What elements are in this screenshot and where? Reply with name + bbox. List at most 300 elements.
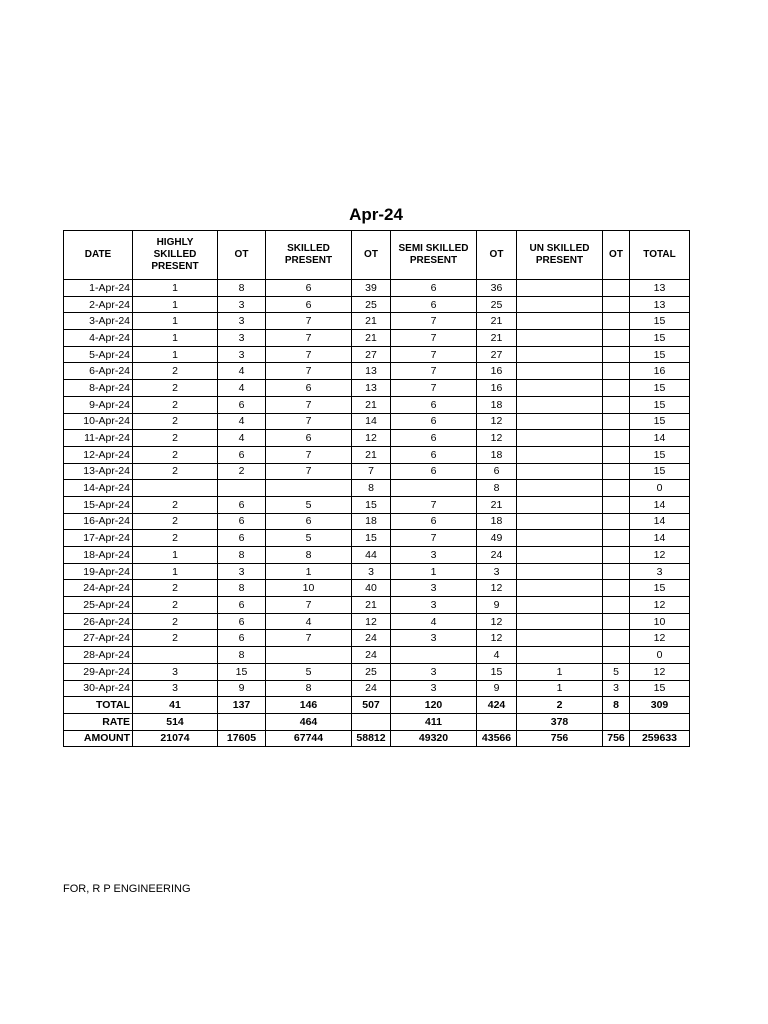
table-cell: 6	[218, 613, 266, 630]
table-row	[64, 513, 690, 530]
table-row	[64, 430, 690, 447]
table-cell	[517, 330, 603, 347]
table-cell: 3	[391, 580, 477, 597]
table-cell: 3	[218, 330, 266, 347]
table-cell: 67744	[266, 730, 352, 747]
row-label-cell: 16-Apr-24	[64, 513, 133, 530]
table-cell: 6	[218, 496, 266, 513]
table-cell: 137	[218, 697, 266, 714]
table-cell: 15	[630, 680, 690, 697]
table-cell	[603, 346, 630, 363]
row-label-cell: 3-Apr-24	[64, 313, 133, 330]
table-cell: 43566	[477, 730, 517, 747]
table-cell: 13	[352, 363, 391, 380]
table-cell: 7	[391, 346, 477, 363]
table-cell	[603, 463, 630, 480]
table-cell	[603, 630, 630, 647]
table-cell: 15	[630, 446, 690, 463]
table-row	[64, 547, 690, 564]
table-cell: 6	[391, 296, 477, 313]
table-cell: 1	[133, 330, 218, 347]
table-cell	[517, 396, 603, 413]
table-cell: 24	[352, 630, 391, 647]
table-cell: 7	[266, 597, 352, 614]
table-cell	[517, 597, 603, 614]
table-cell: 2	[133, 430, 218, 447]
table-row	[64, 630, 690, 647]
table-cell	[517, 480, 603, 497]
table-cell: 5	[266, 496, 352, 513]
table-cell	[603, 547, 630, 564]
table-cell: 7	[266, 630, 352, 647]
table-cell: 1	[133, 563, 218, 580]
table-cell: 2	[133, 513, 218, 530]
table-cell: 21	[352, 597, 391, 614]
table-cell	[517, 563, 603, 580]
table-cell: 3	[218, 313, 266, 330]
table-cell: 24	[352, 647, 391, 664]
table-cell: 9	[477, 597, 517, 614]
table-cell: 25	[477, 296, 517, 313]
table-cell: 17605	[218, 730, 266, 747]
table-cell: 39	[352, 280, 391, 297]
table-cell: 15	[352, 496, 391, 513]
table-row	[64, 597, 690, 614]
table-cell: 3	[603, 680, 630, 697]
table-cell: 14	[352, 413, 391, 430]
table-cell	[352, 713, 391, 730]
table-cell: 3	[391, 597, 477, 614]
table-cell: 6	[218, 530, 266, 547]
table-cell: 16	[477, 380, 517, 397]
table-cell	[603, 496, 630, 513]
header-un-skilled: UN SKILLED PRESENT	[517, 231, 603, 280]
table-cell	[603, 563, 630, 580]
table-row	[64, 580, 690, 597]
table-cell: 1	[133, 280, 218, 297]
table-cell	[603, 580, 630, 597]
table-cell: 2	[133, 496, 218, 513]
table-cell	[603, 647, 630, 664]
row-label-cell: 24-Apr-24	[64, 580, 133, 597]
table-cell: 514	[133, 713, 218, 730]
table-cell: 3	[391, 630, 477, 647]
table-cell	[391, 480, 477, 497]
table-cell: 24	[352, 680, 391, 697]
sheet-title: Apr-24	[349, 205, 403, 224]
table-cell: 8	[266, 680, 352, 697]
table-cell	[517, 313, 603, 330]
table-cell: 1	[517, 663, 603, 680]
header-total: TOTAL	[630, 231, 690, 280]
table-cell: 0	[630, 647, 690, 664]
table-cell: 6	[218, 396, 266, 413]
table-cell: 5	[266, 530, 352, 547]
table-cell: 1	[266, 563, 352, 580]
table-cell: 58812	[352, 730, 391, 747]
table-row	[64, 680, 690, 697]
table-cell: 1	[133, 547, 218, 564]
row-label-cell: 15-Apr-24	[64, 496, 133, 513]
table-cell: 2	[133, 396, 218, 413]
table-cell: 0	[630, 480, 690, 497]
table-cell	[603, 280, 630, 297]
table-cell: 12	[477, 630, 517, 647]
table-cell: 6	[391, 513, 477, 530]
table-cell: 309	[630, 697, 690, 714]
table-cell: 7	[266, 363, 352, 380]
table-cell: 6	[266, 296, 352, 313]
row-label-cell: AMOUNT	[64, 730, 133, 747]
table-cell: 14	[630, 513, 690, 530]
table-cell	[517, 280, 603, 297]
table-cell: 16	[630, 363, 690, 380]
table-cell: 259633	[630, 730, 690, 747]
table-cell: 6	[218, 513, 266, 530]
table-cell	[517, 463, 603, 480]
table-cell: 12	[630, 630, 690, 647]
table-cell: 2	[133, 630, 218, 647]
table-cell: 7	[266, 413, 352, 430]
table-cell: 2	[133, 613, 218, 630]
table-cell: 12	[477, 580, 517, 597]
table-cell: 12	[352, 430, 391, 447]
table-cell	[603, 413, 630, 430]
row-label-cell: 8-Apr-24	[64, 380, 133, 397]
row-label-cell: 17-Apr-24	[64, 530, 133, 547]
row-label-cell: TOTAL	[64, 697, 133, 714]
table-cell: 21	[352, 396, 391, 413]
table-cell: 6	[218, 597, 266, 614]
table-cell	[603, 530, 630, 547]
table-cell: 6	[477, 463, 517, 480]
table-cell: 507	[352, 697, 391, 714]
row-label-cell: 10-Apr-24	[64, 413, 133, 430]
row-label-cell: 2-Apr-24	[64, 296, 133, 313]
table-cell: 2	[218, 463, 266, 480]
table-cell: 756	[603, 730, 630, 747]
table-cell: 12	[352, 613, 391, 630]
table-cell: 16	[477, 363, 517, 380]
table-cell: 4	[218, 430, 266, 447]
table-row	[64, 380, 690, 397]
table-cell	[517, 496, 603, 513]
table-cell: 49320	[391, 730, 477, 747]
table-cell	[603, 597, 630, 614]
table-cell: 18	[477, 446, 517, 463]
table-cell: 8	[477, 480, 517, 497]
table-cell	[517, 630, 603, 647]
table-row	[64, 530, 690, 547]
table-cell: 21	[352, 446, 391, 463]
table-cell: 4	[218, 380, 266, 397]
row-label-cell: 11-Apr-24	[64, 430, 133, 447]
table-cell: 3	[391, 547, 477, 564]
table-cell: 14	[630, 496, 690, 513]
table-row	[64, 413, 690, 430]
table-cell: 15	[630, 463, 690, 480]
table-cell: 7	[266, 463, 352, 480]
table-cell: 21	[477, 496, 517, 513]
table-cell: 7	[352, 463, 391, 480]
company-signature: FOR, R P ENGINEERING	[63, 883, 191, 895]
table-cell: 3	[133, 663, 218, 680]
table-cell: 8	[352, 480, 391, 497]
table-cell	[603, 613, 630, 630]
table-cell: 3	[352, 563, 391, 580]
table-cell	[477, 713, 517, 730]
table-cell: 9	[477, 680, 517, 697]
table-cell	[603, 480, 630, 497]
table-cell: 27	[352, 346, 391, 363]
table-cell: 6	[266, 380, 352, 397]
table-cell: 8	[218, 647, 266, 664]
table-cell	[517, 346, 603, 363]
table-cell	[218, 713, 266, 730]
table-cell	[603, 446, 630, 463]
row-label-cell: 27-Apr-24	[64, 630, 133, 647]
table-row	[64, 446, 690, 463]
table-cell: 15	[352, 530, 391, 547]
table-cell: 2	[133, 597, 218, 614]
table-cell: 3	[218, 346, 266, 363]
table-cell: 15	[218, 663, 266, 680]
table-row	[64, 496, 690, 513]
table-cell	[517, 513, 603, 530]
table-cell: 756	[517, 730, 603, 747]
row-label-cell: 30-Apr-24	[64, 680, 133, 697]
table-cell: 49	[477, 530, 517, 547]
header-skilled: SKILLED PRESENT	[266, 231, 352, 280]
table-cell: 4	[266, 613, 352, 630]
table-cell: 21	[352, 313, 391, 330]
table-cell: 146	[266, 697, 352, 714]
table-cell: 41	[133, 697, 218, 714]
table-cell: 411	[391, 713, 477, 730]
table-cell: 24	[477, 547, 517, 564]
table-cell: 7	[266, 396, 352, 413]
table-cell: 6	[218, 630, 266, 647]
table-cell: 44	[352, 547, 391, 564]
table-cell: 13	[352, 380, 391, 397]
table-cell	[603, 430, 630, 447]
table-cell: 8	[218, 547, 266, 564]
table-cell: 2	[133, 446, 218, 463]
table-cell	[603, 296, 630, 313]
table-cell: 3	[630, 563, 690, 580]
table-cell: 2	[517, 697, 603, 714]
table-cell	[133, 480, 218, 497]
table-cell: 12	[477, 430, 517, 447]
table-cell	[603, 363, 630, 380]
table-row	[64, 363, 690, 380]
table-cell	[517, 430, 603, 447]
table-cell: 7	[391, 380, 477, 397]
table-cell: 14	[630, 430, 690, 447]
table-cell: 6	[391, 396, 477, 413]
table-row	[64, 396, 690, 413]
table-cell	[603, 313, 630, 330]
table-cell: 3	[477, 563, 517, 580]
table-cell: 7	[266, 313, 352, 330]
table-cell: 6	[391, 413, 477, 430]
table-cell: 3	[391, 663, 477, 680]
table-cell	[266, 480, 352, 497]
table-cell	[603, 380, 630, 397]
table-cell: 15	[630, 580, 690, 597]
table-cell: 21	[477, 330, 517, 347]
table-cell: 9	[218, 680, 266, 697]
row-label-cell: 29-Apr-24	[64, 663, 133, 680]
table-cell: 5	[266, 663, 352, 680]
table-cell: 120	[391, 697, 477, 714]
table-cell: 6	[391, 280, 477, 297]
table-cell	[517, 363, 603, 380]
row-label-cell: 4-Apr-24	[64, 330, 133, 347]
header-ot: OT	[218, 231, 266, 280]
table-cell: 27	[477, 346, 517, 363]
table-row	[64, 313, 690, 330]
summary-row	[64, 730, 690, 747]
table-cell: 15	[477, 663, 517, 680]
table-cell	[603, 396, 630, 413]
table-cell: 2	[133, 580, 218, 597]
table-cell: 25	[352, 296, 391, 313]
table-cell: 21	[477, 313, 517, 330]
table-cell: 6	[391, 430, 477, 447]
table-cell: 14	[630, 530, 690, 547]
table-cell: 378	[517, 713, 603, 730]
table-cell	[266, 647, 352, 664]
table-cell: 6	[266, 513, 352, 530]
row-label-cell: 13-Apr-24	[64, 463, 133, 480]
table-cell: 7	[391, 363, 477, 380]
table-cell: 7	[391, 496, 477, 513]
table-cell	[603, 330, 630, 347]
header-ot: OT	[603, 231, 630, 280]
table-row	[64, 296, 690, 313]
table-cell: 1	[133, 346, 218, 363]
table-cell: 12	[477, 413, 517, 430]
summary-row	[64, 713, 690, 730]
table-cell: 2	[133, 463, 218, 480]
table-cell: 12	[630, 547, 690, 564]
table-cell: 7	[391, 330, 477, 347]
table-cell: 6	[266, 430, 352, 447]
table-row	[64, 330, 690, 347]
table-cell: 6	[266, 280, 352, 297]
table-cell	[517, 547, 603, 564]
attendance-table	[63, 230, 690, 747]
row-label-cell: 18-Apr-24	[64, 547, 133, 564]
table-cell: 15	[630, 313, 690, 330]
table-cell: 18	[477, 513, 517, 530]
table-cell	[517, 380, 603, 397]
row-label-cell: 28-Apr-24	[64, 647, 133, 664]
table-cell: 7	[266, 446, 352, 463]
table-cell: 8	[266, 547, 352, 564]
row-label-cell: 14-Apr-24	[64, 480, 133, 497]
table-row	[64, 563, 690, 580]
row-label-cell: 5-Apr-24	[64, 346, 133, 363]
table-cell: 7	[266, 330, 352, 347]
table-cell: 3	[133, 680, 218, 697]
table-cell: 40	[352, 580, 391, 597]
table-cell: 2	[133, 380, 218, 397]
table-cell	[630, 713, 690, 730]
header-semi-skilled: SEMI SKILLED PRESENT	[391, 231, 477, 280]
table-cell	[517, 296, 603, 313]
table-cell: 2	[133, 530, 218, 547]
table-cell: 15	[630, 380, 690, 397]
row-label-cell: 25-Apr-24	[64, 597, 133, 614]
table-cell: 1	[517, 680, 603, 697]
table-cell: 1	[133, 313, 218, 330]
table-cell: 21	[352, 330, 391, 347]
table-cell: 4	[477, 647, 517, 664]
header-highly-skilled: HIGHLY SKILLED PRESENT	[133, 231, 218, 280]
table-cell: 13	[630, 296, 690, 313]
table-cell: 18	[352, 513, 391, 530]
header-ot: OT	[352, 231, 391, 280]
table-cell: 6	[391, 446, 477, 463]
table-cell: 12	[477, 613, 517, 630]
header-date: DATE	[64, 231, 133, 280]
table-cell	[391, 647, 477, 664]
table-cell	[218, 480, 266, 497]
table-row	[64, 463, 690, 480]
table-cell: 15	[630, 413, 690, 430]
header-ot: OT	[477, 231, 517, 280]
table-cell	[517, 413, 603, 430]
table-row	[64, 613, 690, 630]
table-cell: 424	[477, 697, 517, 714]
row-label-cell: 26-Apr-24	[64, 613, 133, 630]
table-cell: 10	[266, 580, 352, 597]
summary-row	[64, 697, 690, 714]
table-cell: 1	[133, 296, 218, 313]
row-label-cell: 6-Apr-24	[64, 363, 133, 380]
table-cell: 6	[391, 463, 477, 480]
header-row	[64, 231, 690, 280]
row-label-cell: 9-Apr-24	[64, 396, 133, 413]
table-cell: 464	[266, 713, 352, 730]
table-cell	[517, 580, 603, 597]
table-row	[64, 346, 690, 363]
table-cell: 8	[218, 280, 266, 297]
table-cell: 15	[630, 396, 690, 413]
table-cell: 10	[630, 613, 690, 630]
table-row	[64, 480, 690, 497]
table-cell: 15	[630, 330, 690, 347]
table-cell: 7	[266, 346, 352, 363]
table-row	[64, 663, 690, 680]
row-label-cell: RATE	[64, 713, 133, 730]
table-row	[64, 647, 690, 664]
table-cell: 4	[218, 413, 266, 430]
table-cell: 13	[630, 280, 690, 297]
table-cell: 5	[603, 663, 630, 680]
table-cell: 18	[477, 396, 517, 413]
table-cell: 12	[630, 597, 690, 614]
table-cell	[603, 713, 630, 730]
table-cell: 21074	[133, 730, 218, 747]
table-cell: 25	[352, 663, 391, 680]
table-cell: 1	[391, 563, 477, 580]
row-label-cell: 1-Apr-24	[64, 280, 133, 297]
table-cell: 15	[630, 346, 690, 363]
table-cell: 7	[391, 313, 477, 330]
